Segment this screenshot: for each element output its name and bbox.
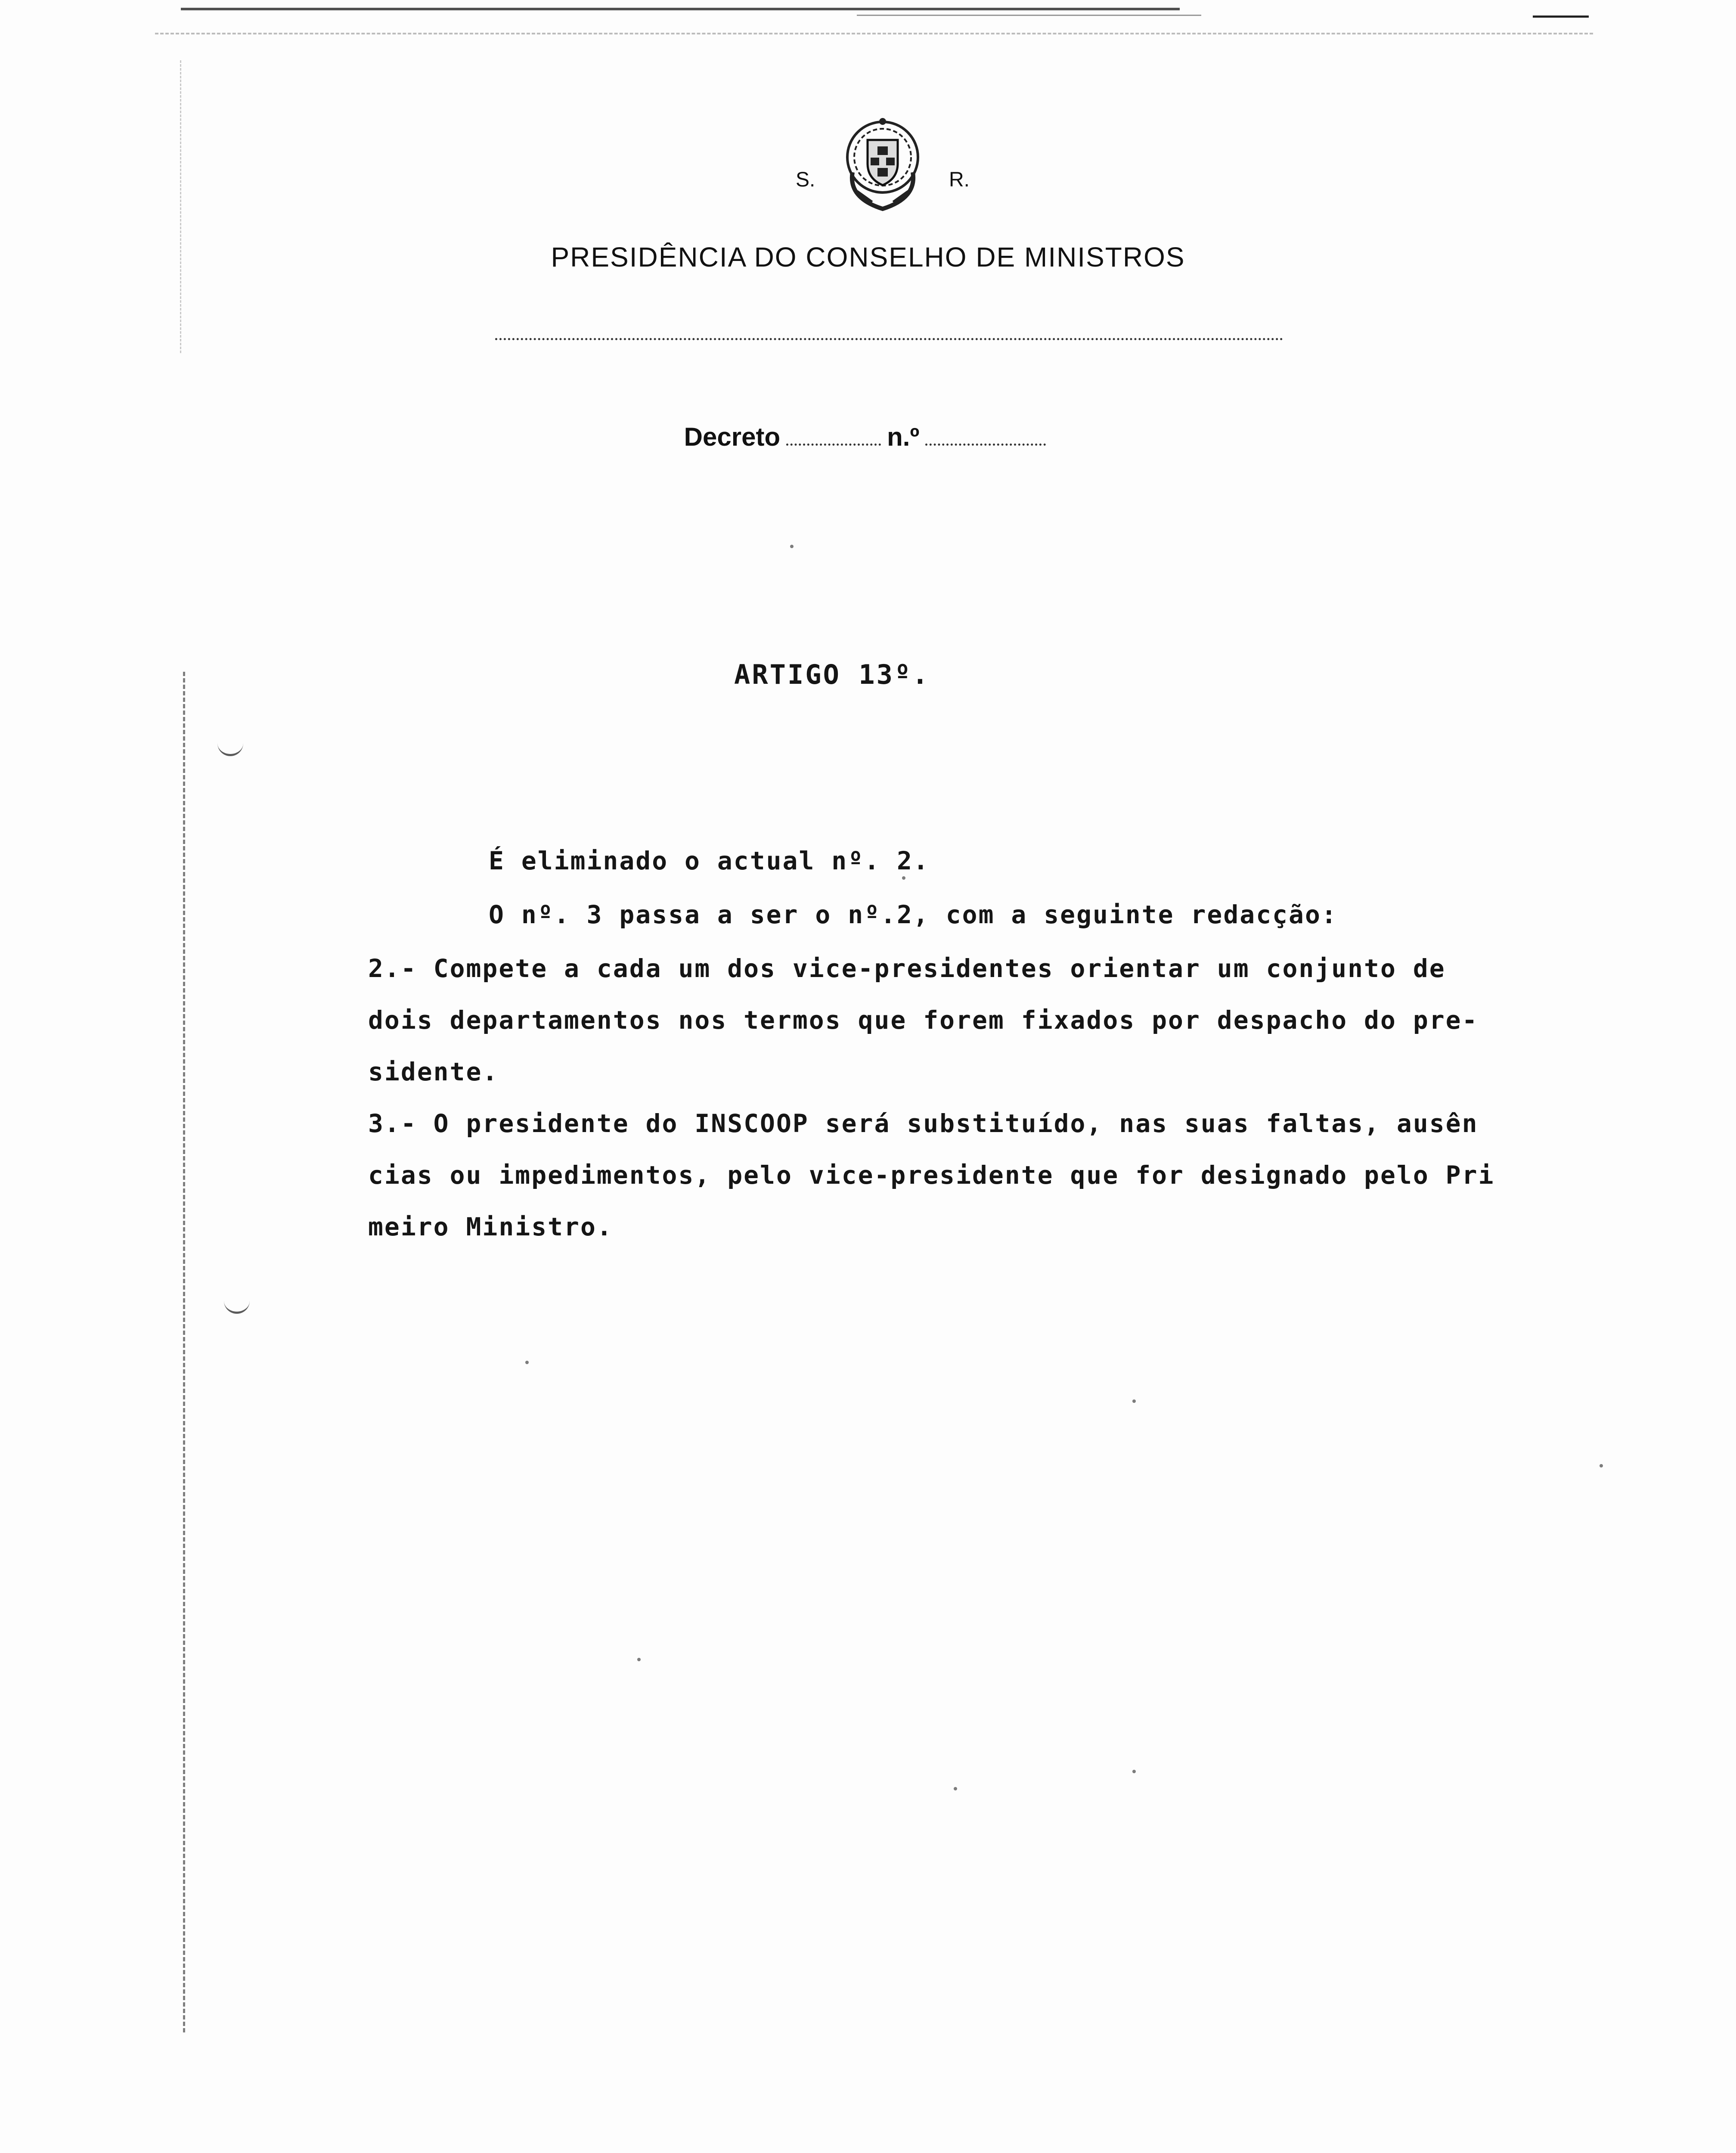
paragraph-line: cias ou impedimentos, pelo vice-presidente que for designado pelo Pri: [368, 1160, 1495, 1190]
coat-of-arms-icon: [840, 116, 926, 215]
scan-speck: [790, 545, 794, 548]
emblem-row: [784, 116, 982, 220]
decree-blank: [786, 439, 881, 446]
dotted-rule: [495, 338, 1283, 340]
letter-r: R.: [949, 168, 970, 191]
punch-hole-mark: [217, 738, 243, 756]
paragraph: É eliminado o actual nº. 2.: [489, 846, 930, 875]
scan-speck: [1600, 1464, 1603, 1467]
institution-name: PRESIDÊNCIA DO CONSELHO DE MINISTROS: [551, 242, 1185, 273]
paragraph-line: sidente.: [368, 1057, 499, 1086]
paragraph-line: 2.- Compete a cada um dos vice-presidentes orientar um conjunto de: [368, 954, 1446, 983]
scan-speck: [637, 1658, 641, 1661]
article-title: ARTIGO 13º.: [734, 659, 930, 690]
scan-edge-mark: [1533, 16, 1589, 18]
paragraph-line: 3.- O presidente do INSCOOP será substituído, nas suas faltas, ausên: [368, 1109, 1479, 1138]
letter-s: S.: [796, 168, 815, 191]
decree-number-blank: [925, 439, 1046, 446]
scan-speck: [954, 1787, 957, 1790]
scan-edge-line: [180, 60, 181, 353]
punch-hole-mark: [224, 1296, 250, 1314]
decree-label: Decreto: [684, 422, 781, 451]
scan-speck: [1132, 1770, 1136, 1773]
scan-speck: [902, 876, 905, 880]
decree-number-label: n.º: [887, 422, 920, 451]
paragraph-line: dois departamentos nos termos que forem fixados por despacho do pre-: [368, 1005, 1479, 1035]
scan-edge-line: [183, 672, 185, 2032]
paragraph-line: meiro Ministro.: [368, 1212, 613, 1241]
scan-speck: [525, 1361, 529, 1364]
scan-edge-line: [857, 15, 1201, 16]
scan-speck: [1132, 1399, 1136, 1403]
scan-edge-line: [181, 8, 1180, 10]
scan-edge-line: [155, 33, 1593, 34]
decree-line: [0, 422, 1736, 452]
paragraph: O nº. 3 passa a ser o nº.2, com a seguinte redacção:: [489, 900, 1338, 929]
